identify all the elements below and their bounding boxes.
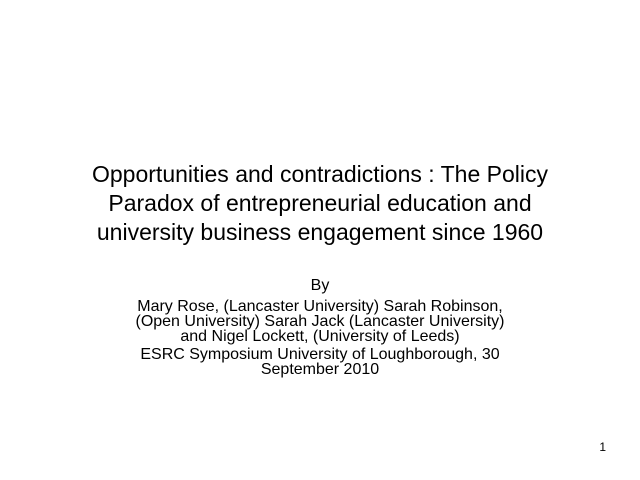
author-line: (Open University) Sarah Jack (Lancaster University) [135,313,505,330]
title-line: Paradox of entrepreneurial education and [108,190,532,216]
slide-subtitle [70,278,570,377]
event-line: ESRC Symposium University of Loughborough, 30 [140,346,500,363]
author-line: and Nigel Lockett, (University of Leeds) [180,328,460,345]
slide-title [40,160,600,247]
event-line: September 2010 [260,361,380,378]
author-line: Mary Rose, (Lancaster University) Sarah Robinson, [137,298,503,315]
by-label: By [310,277,330,294]
title-line: Opportunities and contradictions : The Policy [92,161,548,187]
title-line: university business engagement since 1960 [96,219,544,245]
page-number: 1 [599,440,606,454]
